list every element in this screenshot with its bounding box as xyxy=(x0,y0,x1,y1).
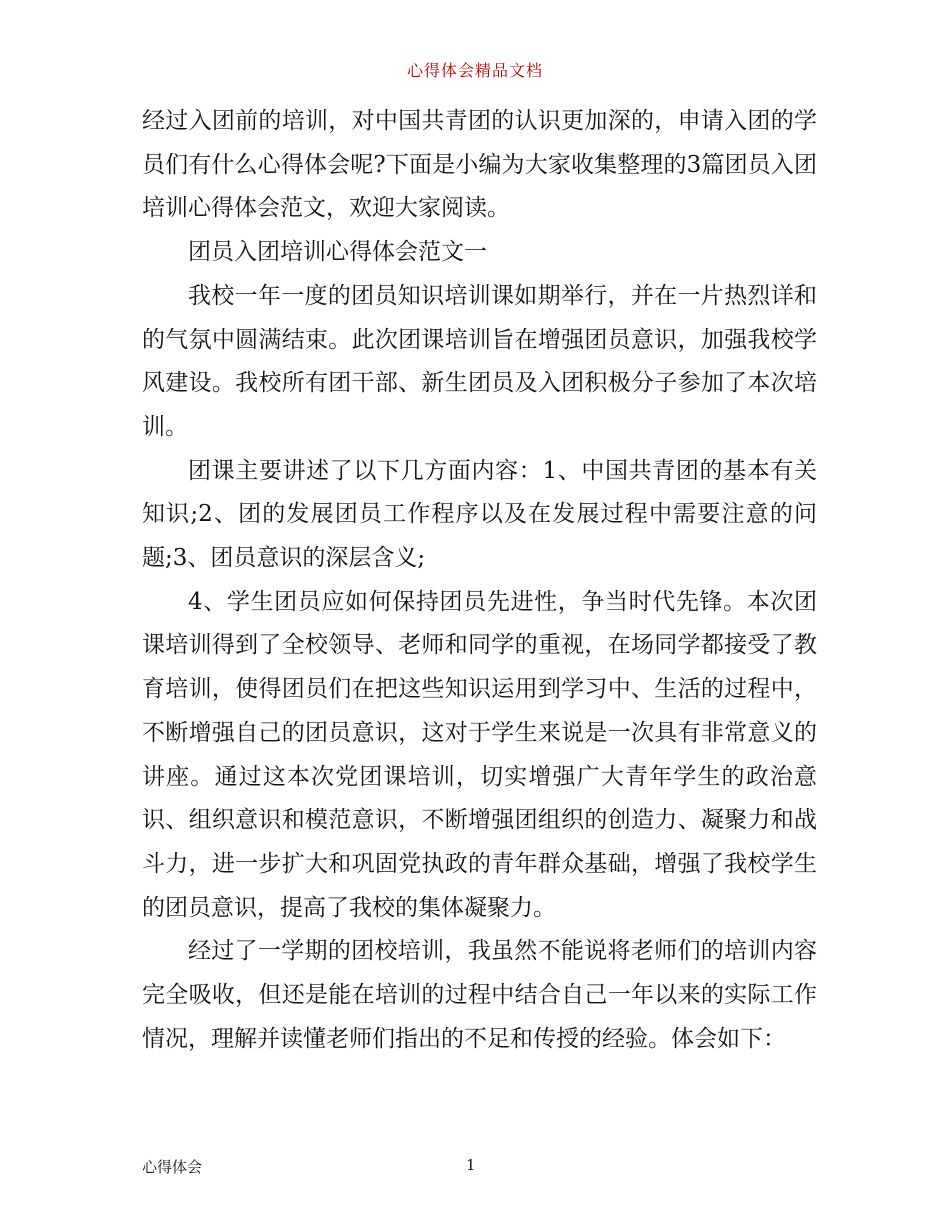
document-body xyxy=(142,100,817,1061)
footer-label: 心得体会 xyxy=(142,1158,203,1176)
section-heading: 团员入团培训心得体会范文一 xyxy=(188,239,487,266)
body-paragraph: 4、学生团员应如何保持团员先进性，争当时代先锋。本次团课培训得到了全校领导、老师和同学的重视，在场同学都接受了教育培训，使得团员们在把这些知识运用到学习中、生活的过程中，不断增强自己的团员意识，这对于学生来说是一次具有非常意义的讲座。通过这本次党团课培训，切实增强广大青年学生的政治意识、组织意识和模范意识，不断增强团组织的创造力、凝聚力和战斗力，进一步扩大和巩固党执政的青年群众基础，增强了我校学生的团员意识，提高了我校的集体凝聚力。 xyxy=(142,588,817,921)
body-paragraph: 我校一年一度的团员知识培训课如期举行，并在一片热烈详和的气氛中圆满结束。此次团课培训旨在增强团员意识，加强我校学风建设。我校所有团干部、新生团员及入团积极分子参加了本次培训。 xyxy=(142,282,817,440)
intro-paragraph: 经过入团前的培训，对中国共青团的认识更加深的，申请入团的学员们有什么心得体会呢?下面是小编为大家收集整理的3篇团员入团培训心得体会范文，欢迎大家阅读。 xyxy=(142,108,817,222)
body-paragraph: 团课主要讲述了以下几方面内容：1、中国共青团的基本有关知识;2、团的发展团员工作程序以及在发展过程中需要注意的问题;3、团员意识的深层含义; xyxy=(142,457,817,572)
page-number: 1 xyxy=(466,1156,476,1174)
body-paragraph: 经过了一学期的团校培训，我虽然不能说将老师们的培训内容完全吸收，但还是能在培训的过程中结合自己一年以来的实际工作情况，理解并读懂老师们指出的不足和传授的经验。体会如下： xyxy=(142,938,817,1052)
page-header-title: 心得体会精品文档 xyxy=(406,61,543,80)
